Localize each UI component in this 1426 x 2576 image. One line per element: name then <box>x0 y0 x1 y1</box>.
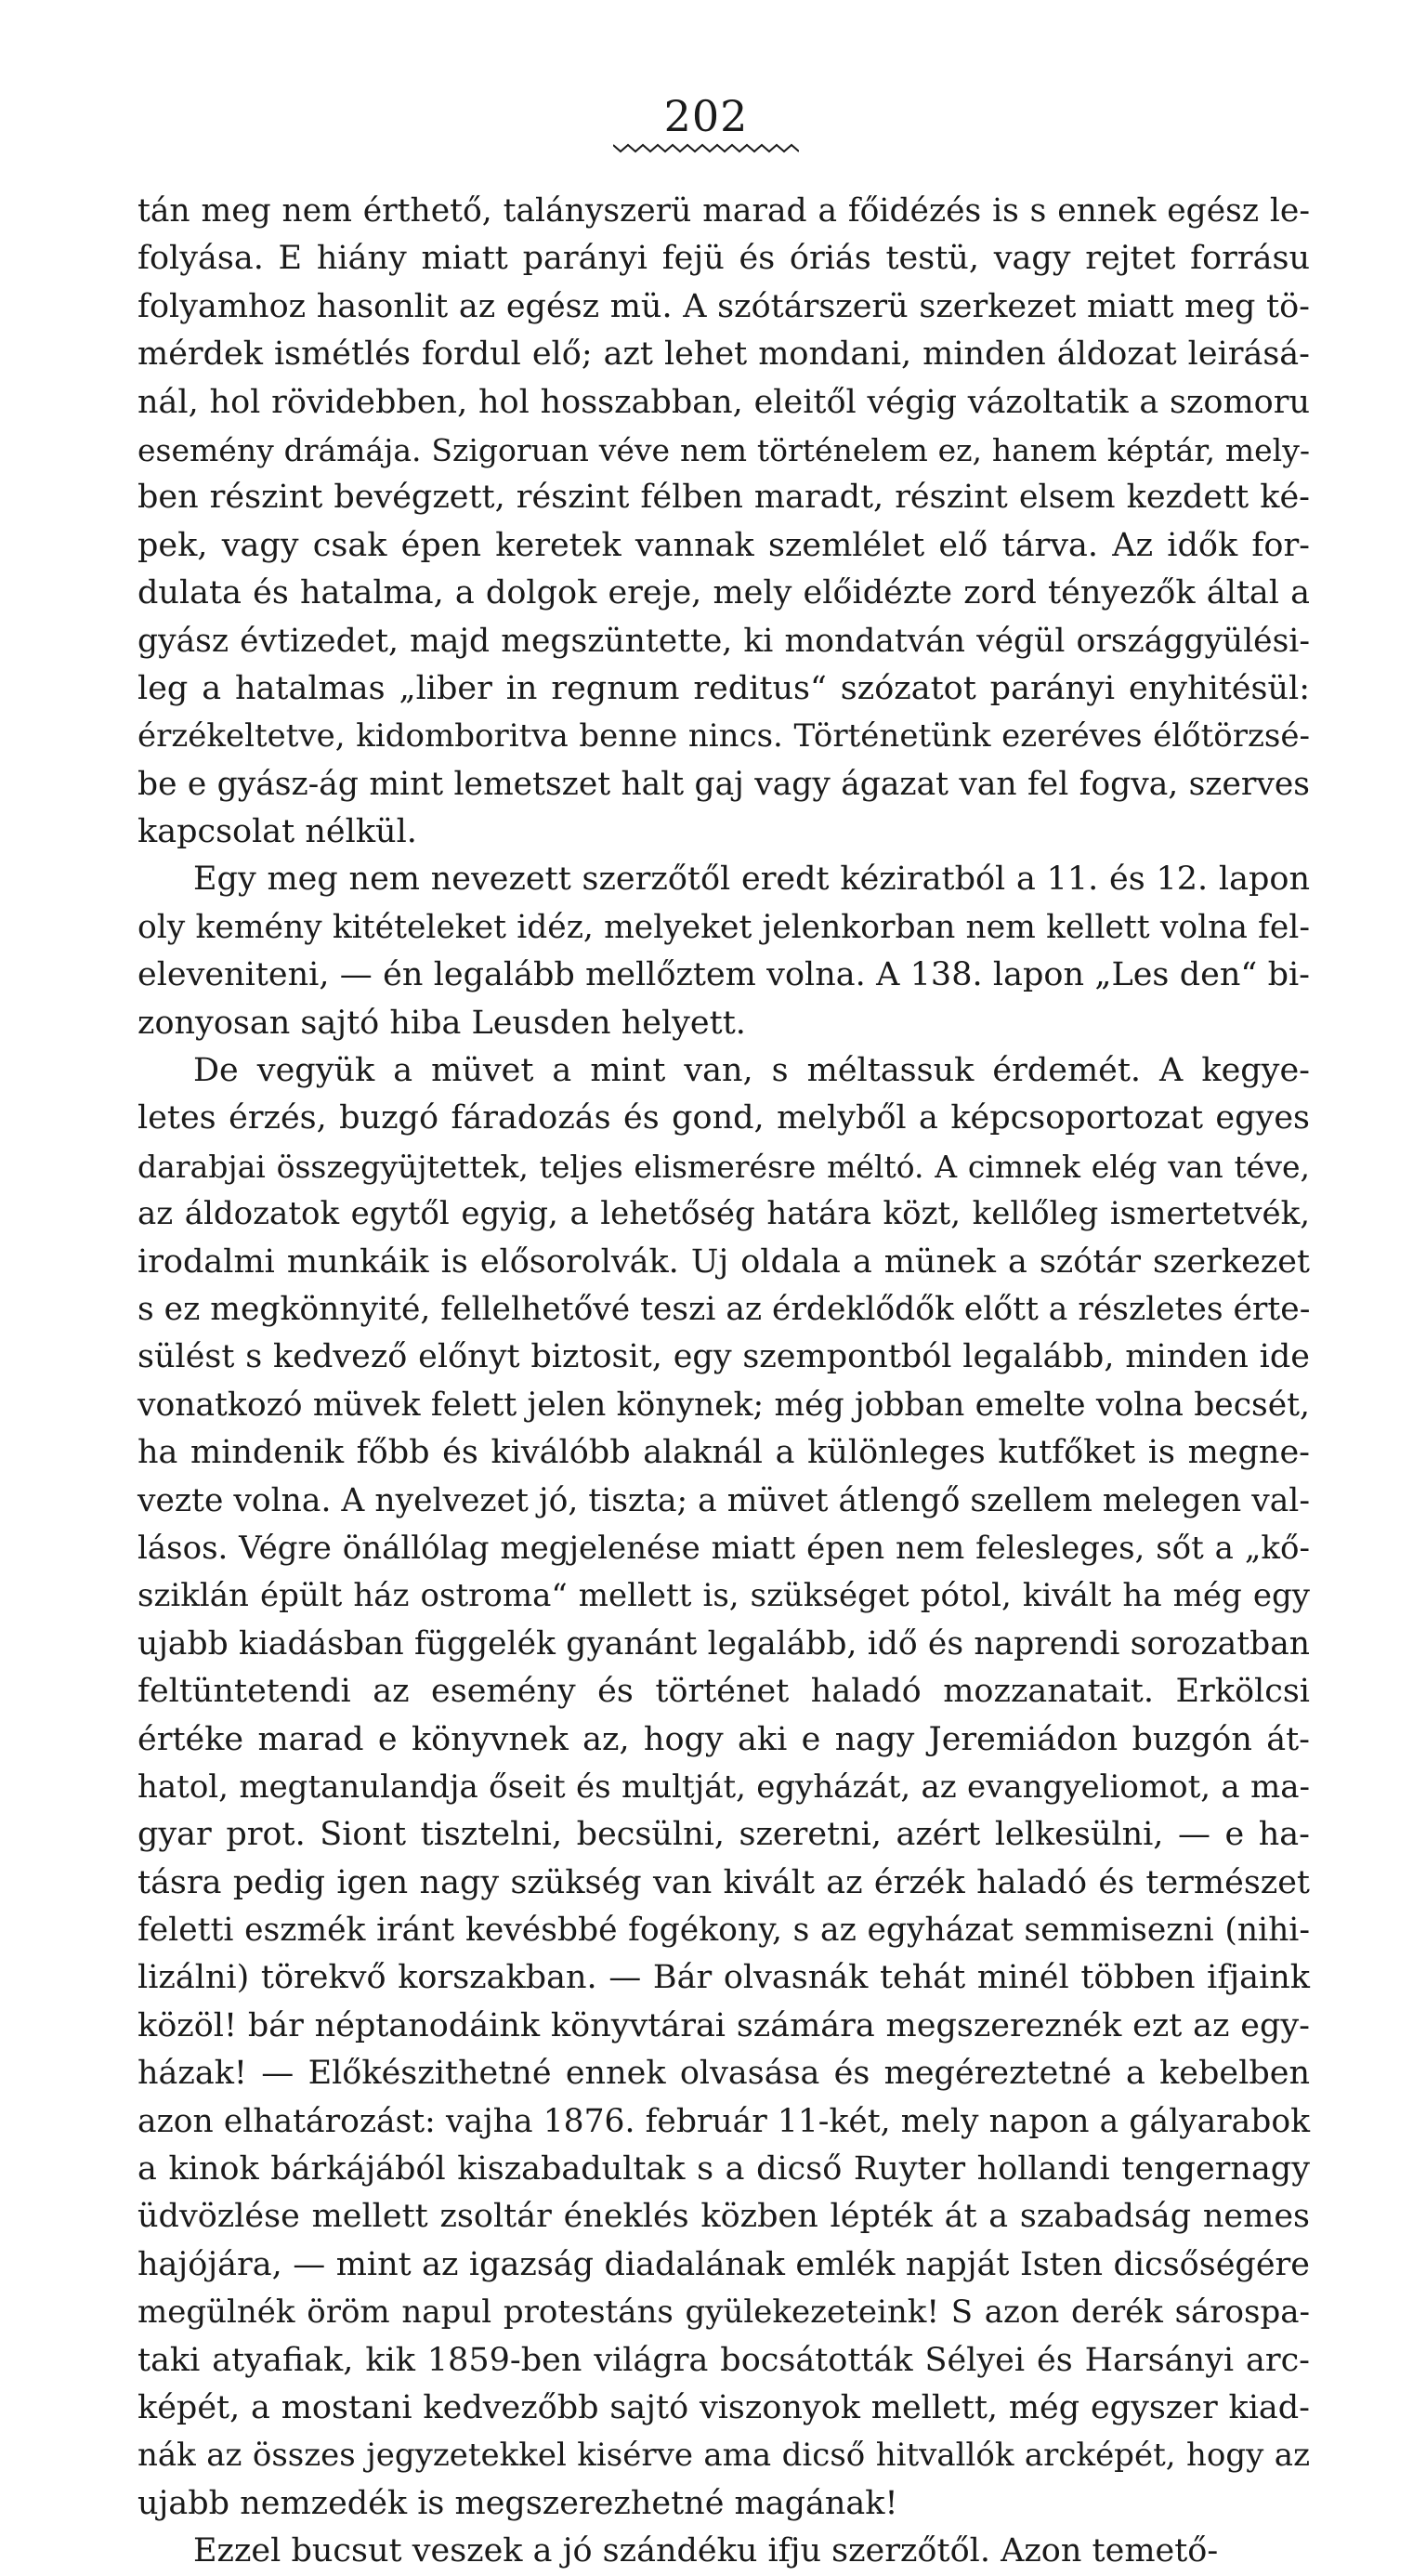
text-line: üdvözlése mellett zsoltár éneklés közben lépték át a szabadság nemes <box>137 2198 1310 2236</box>
text-line: folyása. E hiány miatt parányi fejü és óriás testü, vagy rejtet forrásu <box>137 240 1310 278</box>
text-line: megülnék öröm napul protestáns gyülekezeteink! S azon derék sárospa- <box>137 2293 1310 2332</box>
text-line: letes érzés, buzgó fáradozás és gond, melyből a képcsoportozat egyes <box>137 1099 1310 1137</box>
text-line: mérdek ismétlés fordul elő; azt lehet mondani, minden áldozat leirásá- <box>137 335 1310 374</box>
page-number: 202 <box>663 91 749 141</box>
text-line: vezte volna. A nyelvezet jó, tiszta; a müvet átlengő szellem melegen val- <box>137 1481 1310 1519</box>
text-line: tásra pedig igen nagy szükség van kivált az érzék haladó és természet <box>137 1863 1310 1901</box>
text-line: De vegyük a müvet a mint van, s méltassuk érdemét. A kegye- <box>193 1052 1310 1090</box>
text-line: az áldozatok egytől egyig, a lehetőség határa közt, kellőleg ismertetvék, <box>137 1195 1310 1233</box>
text-line: zonyosan sajtó hiba Leusden helyett. <box>137 1004 746 1042</box>
text-line: nák az összes jegyzetekkel kisérve ama dicső hitvallók arcképét, hogy az <box>137 2437 1310 2475</box>
page-number-ornament <box>613 141 799 154</box>
text-line: irodalmi munkáik is elősorolvák. Uj oldala a münek a szótár szerkezet <box>137 1242 1310 1281</box>
text-line: esemény drámája. Szigoruan véve nem történelem ez, hanem képtár, mely- <box>137 431 1310 468</box>
text-line: házak! — Előkészithetné ennek olvasása és megéreztetné a kebelben <box>137 2055 1310 2093</box>
text-line: Ezzel bucsut veszek a jó szándéku ifju szerzőtől. Azon temető- <box>193 2532 1219 2570</box>
text-line: feltüntetendi az esemény és történet haladó mozzanatait. Erkölcsi <box>137 1673 1310 1711</box>
text-line: képét, a mostani kedvezőbb sajtó viszonyok mellett, még egyszer kiad- <box>137 2388 1310 2426</box>
text-line: feletti eszmék iránt kevésbbé fogékony, s az egyházat semmisezni (nihi- <box>137 1912 1310 1950</box>
text-line: értéke marad e könyvnek az, hogy aki e nagy Jeremiádon buzgón át- <box>137 1720 1310 1758</box>
text-line: dulata és hatalma, a dolgok ereje, mely előidézte zord tényezők által a <box>137 574 1310 612</box>
text-line: vonatkozó müvek felett jelen könynek; még jobban emelte volna becsét, <box>137 1386 1310 1424</box>
text-line: taki atyafiak, kik 1859-ben világra bocsátották Sélyei és Harsányi arc- <box>137 2341 1310 2379</box>
body-text <box>137 188 1310 2576</box>
text-line: sziklán épült ház ostroma“ mellett is, szükséget pótol, kivált ha még egy <box>137 1577 1310 1615</box>
text-line: be e gyász-ág mint lemetszet halt gaj vagy ágazat van fel fogva, szerves <box>137 765 1310 803</box>
text-line: ujabb nemzedék is megszerezhetné magának! <box>137 2484 898 2522</box>
text-line: Egy meg nem nevezett szerzőtől eredt kéziratból a 11. és 12. lapon <box>193 861 1310 899</box>
text-line: nál, hol rövidebben, hol hosszabban, eleitől végig vázoltatik a szomoru <box>137 383 1310 421</box>
text-line: folyamhoz hasonlit az egész mü. A szótárszerü szerkezet miatt meg tö- <box>137 287 1310 325</box>
text-line: pek, vagy csak épen keretek vannak szemlélet elő tárva. Az idők for- <box>137 526 1310 564</box>
text-line: ha mindenik főbb és kiválóbb alaknál a különleges kutfőket is megne- <box>137 1434 1310 1472</box>
text-line: azon elhatározást: vajha 1876. február 11-két, mely napon a gályarabok <box>137 2102 1310 2140</box>
text-line: érzékeltetve, kidomboritva benne nincs. Történetünk ezeréves élőtörzsé- <box>137 717 1310 756</box>
text-line: ujabb kiadásban függelék gyanánt legalább, idő és naprendi sorozatban <box>137 1624 1310 1663</box>
text-line: leg a hatalmas „liber in regnum reditus“ szózatot parányi enyhitésül: <box>137 669 1310 707</box>
text-line: tán meg nem érthető, talányszerü marad a főidézés is s ennek egész le- <box>137 192 1310 230</box>
text-line: darabjai összegyüjtettek, teljes elismerésre méltó. A cimnek elég van téve, <box>137 1148 1310 1185</box>
text-line: gyar prot. Siont tisztelni, becsülni, szeretni, azért lelkesülni, — e ha- <box>137 1816 1310 1854</box>
text-line: ben részint bevégzett, részint félben maradt, részint elsem kezdett ké- <box>137 479 1310 517</box>
text-line: s ez megkönnyité, fellelhetővé teszi az érdeklődők előtt a részletes érte- <box>137 1290 1311 1328</box>
text-line: eleveniteni, — én legalább mellőztem volna. A 138. lapon „Les den“ bi- <box>137 956 1310 994</box>
text-line: kapcsolat nélkül. <box>137 813 417 851</box>
text-line: hatol, megtanulandja őseit és multját, egyházát, az evangyeliomot, a ma- <box>137 1768 1310 1806</box>
text-line: közöl! bár néptanodáink könyvtárai számára megszereznék ezt az egy- <box>137 2006 1310 2044</box>
text-line: lizálni) törekvő korszakban. — Bár olvasnák tehát minél többen ifjaink <box>137 1959 1310 1997</box>
text-line: a kinok bárkájából kiszabadultak s a dicső Ruyter hollandi tengernagy <box>137 2150 1310 2188</box>
text-line: lásos. Végre önállólag megjelenése miatt épen nem felesleges, sőt a „kő- <box>137 1529 1310 1567</box>
text-line: gyász évtizedet, majd megszüntette, ki mondatván végül országgyülési- <box>137 622 1310 660</box>
text-line: oly kemény kitételeket idéz, melyeket jelenkorban nem kellett volna fel- <box>137 908 1310 946</box>
text-line: hajójára, — mint az igazság diadalának emlék napját Isten dicsőségére <box>137 2245 1310 2283</box>
text-line: sülést s kedvező előnyt biztosit, egy szempontból legalább, minden ide <box>137 1338 1310 1376</box>
